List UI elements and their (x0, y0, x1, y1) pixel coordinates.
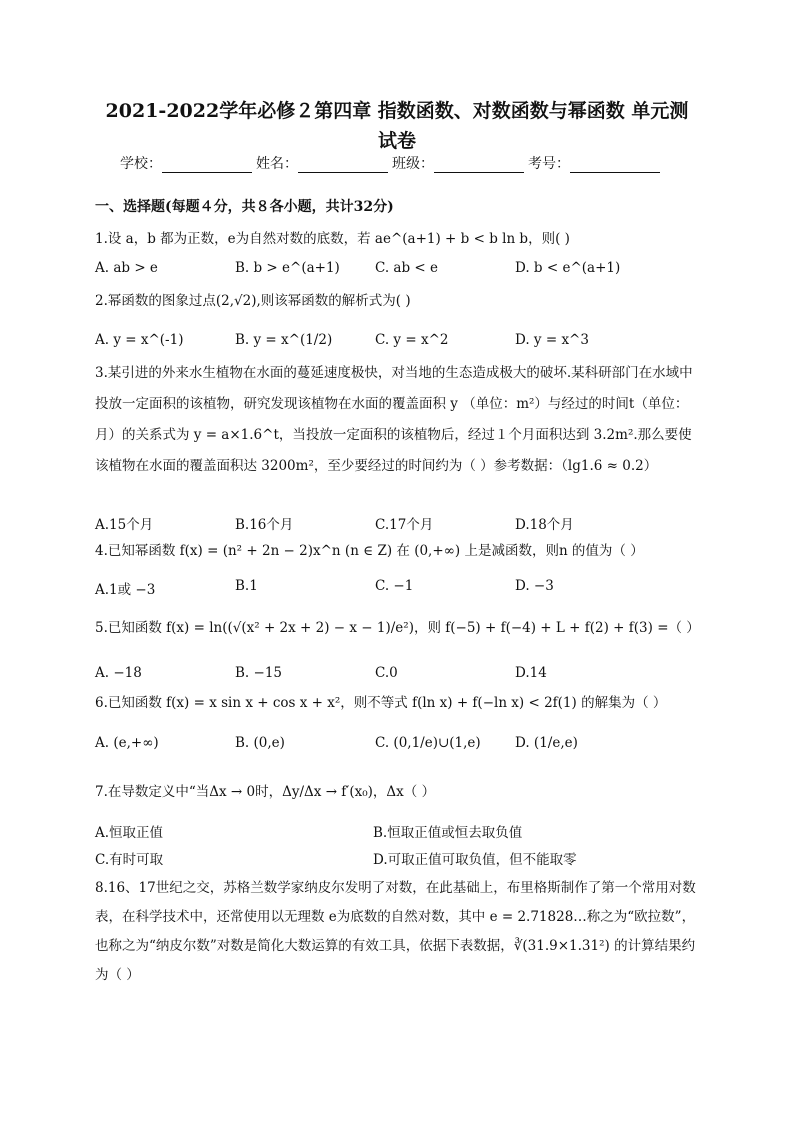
question-2-options (95, 332, 705, 348)
option-d[interactable]: D.14 (515, 665, 547, 681)
option-c[interactable]: C.有时可取 (95, 852, 164, 868)
option-c[interactable]: C. y = x^2 (375, 332, 449, 348)
option-c[interactable]: C. (0,1/e)∪(1,e) (375, 735, 481, 751)
option-d[interactable]: D. b < e^(a+1) (515, 260, 621, 276)
option-d[interactable]: D. (1/e,e) (515, 735, 578, 751)
class-blank[interactable] (434, 158, 524, 173)
school-label: 学校： (120, 156, 162, 172)
option-b[interactable]: B. −15 (235, 665, 282, 681)
option-b[interactable]: B.16个月 (235, 517, 294, 533)
question-6: 6.已知函数 f(x) = x sin x + cos x + x²，则不等式 f(ln x) + f(−ln x) < 2f(1) 的解集为（ ） (95, 695, 667, 711)
question-4: 4.已知幂函数 f(x) = (n² + 2n − 2)x^n (n ∈ Z) 在 (0,+∞) 上是减函数，则n 的值为（ ） (95, 543, 644, 559)
option-a[interactable]: A. (e,+∞) (95, 735, 159, 751)
question-7-options-row2 (95, 848, 705, 868)
option-b[interactable]: B. y = x^(1/2) (235, 332, 333, 348)
exam-no-blank[interactable] (570, 158, 660, 173)
option-d[interactable]: D.可取正值可取负值，但不能取零 (373, 852, 577, 868)
question-7-options-row1 (95, 821, 705, 841)
option-a[interactable]: A.1或 −3 (95, 582, 156, 598)
question-2: 2.幂函数的图象过点(2,√2),则该幂函数的解析式为( ) (95, 293, 411, 309)
question-4-options (95, 578, 705, 598)
exam-title-line1: 2021-2022学年必修２第四章 指数函数、对数函数与幂函数 单元测 (105, 100, 689, 122)
question-5: 5.已知函数 f(x) = ln((√(x² + 2x + 2) − x − 1)/e²)，则 f(−5) + f(−4) + L + f(2) + f(3) =（ ） (95, 620, 700, 636)
question-1: 1.设 a，b 都为正数，e为自然对数的底数，若 ae^(a+1) + b < b ln b，则( ) (95, 231, 570, 247)
question-8: 8.16、17世纪之交，苏格兰数学家纳皮尔发明了对数，在此基础上，布里格斯制作了第一个常用对数表，在科学技术中，还常使用以无理数 e为底数的自然对数，其中 e = 2.71828…称之为“欧拉数”，也称之为“纳皮尔数”对数是简化大数运算的有效工具，依据下表数据，∛(31.9×1.31²) 的计算结果约为（ ） (95, 880, 696, 983)
option-a[interactable]: A.恒取正值 (95, 825, 164, 841)
option-c[interactable]: C.17个月 (375, 517, 434, 533)
school-blank[interactable] (162, 158, 252, 173)
option-c[interactable]: C. −1 (375, 578, 414, 594)
option-d[interactable]: D. y = x^3 (515, 332, 589, 348)
exam-no-label: 考号： (528, 156, 570, 172)
option-a[interactable]: A. −18 (95, 665, 142, 681)
option-a[interactable]: A.15个月 (95, 517, 154, 533)
student-info-row (120, 153, 680, 173)
question-1-options (95, 260, 705, 276)
name-label: 姓名： (256, 156, 298, 172)
option-c[interactable]: C.0 (375, 665, 398, 681)
exam-title-line2: 试卷 (377, 130, 416, 152)
question-3: 3.某引进的外来水生植物在水面的蔓延速度极快，对当地的生态造成极大的破坏.某科研部门在水域中投放一定面积的该植物，研究发现该植物在水面的覆盖面积 y （单位：m²）与经过的时间t（单位：月）的关系式为 y = a×1.6^t，当投放一定面积的该植物后，经过１个月面积达到 3.2m².那么要使该植物在水面的覆盖面积达 3200m²，至少要经过的时间约为（ ）参考数据：（lg1.6 ≈ 0.2） (95, 365, 693, 474)
question-6-options (95, 735, 705, 751)
option-b[interactable]: B.1 (235, 578, 258, 594)
section-heading: 一、选择题(每题４分，共８各小题，共计32分) (95, 199, 394, 215)
option-d[interactable]: D. −3 (515, 578, 554, 594)
question-5-options (95, 665, 705, 681)
option-b[interactable]: B.恒取正值或恒去取负值 (373, 825, 523, 841)
option-a[interactable]: A. ab > e (95, 260, 158, 276)
name-blank[interactable] (298, 158, 388, 173)
option-b[interactable]: B. b > e^(a+1) (235, 260, 340, 276)
question-7: 7.在导数定义中“当Δx → 0时，Δy/Δx → f′(x₀)，Δx（ ） (95, 784, 436, 800)
option-b[interactable]: B. (0,e) (235, 735, 285, 751)
option-c[interactable]: C. ab < e (375, 260, 439, 276)
option-d[interactable]: D.18个月 (515, 517, 574, 533)
class-label: 班级： (392, 156, 434, 172)
question-3-options (95, 513, 705, 533)
option-a[interactable]: A. y = x^(-1) (95, 332, 184, 348)
